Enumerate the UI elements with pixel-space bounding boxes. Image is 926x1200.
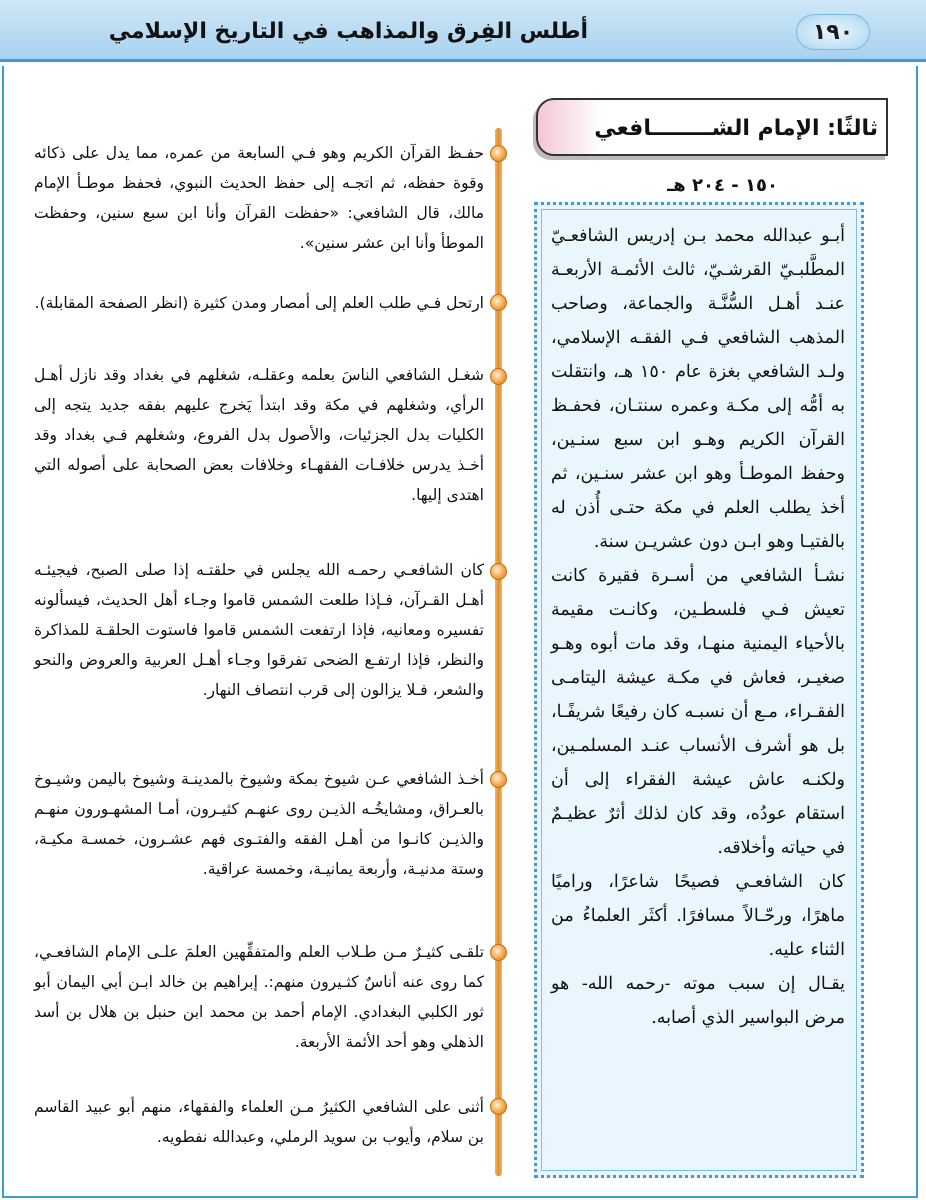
timeline-paragraph: تلقـى كثيـرٌ مـن طـلاب العلم والمتفقِّهين العلمَ علـى الإمام الشافعـي، كما روى عنه أناسٌ كثـيرون منهم:. إبراهيم بن خالد ابـن أبي اليمان أبو ثور الكلبي البغدادي. الإمام أحمد بن محمد ابن حنبل بن هلال بن أسد الذهلي وهو أحد الأئمة الأربعة. [34,943,484,1051]
bio-paragraph: كان الشافعـي فصيحًا شاعرًا، وراميًا ماهرًا، ورحّـالاً مسافرًا. أكثَر العلماءُ من الثناء عليه. [551,872,845,960]
timeline-paragraph: ارتحل فـي طلب العلم إلى أمصار ومدن كثيرة (انظر الصفحة المقابلة). [34,294,484,312]
timeline-line [495,128,502,1176]
timeline-dot-icon [490,944,507,961]
bio-paragraph: يقـال إن سبب موته -رحمه الله- هو مرض البواسير الذي أصابه. [551,974,845,1028]
bio-paragraph: أبـو عبدالله محمد بـن إدريس الشافعـيّ المطَّلبـيّ القرشـيّ، ثالث الأئمـة الأربعـة عنـد أهـل السُّنَّـة والجماعة، وصاحب المذهب الشافعي فـي الفقـه الإسلامي، ولـد الشافعي بغزة عام ١٥٠ هـ، وانتقلت به أمُّه إلى مكـة وعمره سنتـان، فحفـظ القرآن الكريم وهـو ابن سبع سنـين، وحفظ الموطـأ وهو ابن عشر سنـين، ثم أخذ يطلب العلم في مكة حتـى أُذن له بالفتيـا وهو ابـن دون عشريـن سنة. [551,226,845,552]
timeline-paragraph: كان الشافعـي رحمـه الله يجلس في حلقتـه إذا صلى الصبح، فيجيئـه أهـل القـرآن، فـإذا طلعت الشمس قاموا وجـاء أهل الحديث، فيسألونه تفسيره ومعانيه، فإذا ارتفعت الشمس قاموا فاستوت الحلقـة للمذاكرة والنظر، فإذا ارتفـع الضحى تفرقوا وجـاء أهـل العربية والعروض والنحو والشعر، فـلا يزالون إلى قرب انتصاف النهار. [34,561,484,699]
timeline-dot-icon [490,563,507,580]
bio-paragraph: نشـأ الشافعي من أسـرة فقيرة كانت تعيش فـي فلسطـين، وكانـت مقيمة بالأحياء اليمنية منهـا، وقد مات أبوه وهـو صغيـر، فعاش في مكـة عيشة اليتامـى الفقـراء، مـع أن نسبـه كان رفيعًا شريفًـا، بل هو أشرف الأنساب عنـد المسلمـين، ولكنـه عاش عيشة الفقراء إلى أن استقام عودُه، وقد كان لذلك أثرٌ عظيـمٌ في حياته وأخلاقه. [551,566,845,858]
timeline-paragraph: حفـظ القرآن الكريم وهو فـي السابعة من عمره، مما يدل على ذكائه وقوة حفظه، ثم اتجـه إلى حفظ الحديث النبوي، فحفظ موطـأ الإمام مالك، قال الشافعي: «حفظت القرآن وأنا ابن سبع سنين، وحفظت الموطأ وأنا ابن عشر سنين». [34,144,484,252]
timeline-dot-icon [490,771,507,788]
page-header [0,0,926,62]
section-title: ثالثًا: الإمام الشــــــــافعي [594,115,878,141]
biography-box [534,202,864,1178]
timeline-dot-icon [490,145,507,162]
section-dates: ١٥٠ - ٢٠٤ هـ [667,174,778,196]
timeline-dot-icon [490,1098,507,1115]
timeline-dot-icon [490,294,507,311]
timeline-dot-icon [490,368,507,385]
timeline-paragraph: أخـذ الشافعي عـن شيوخ بمكة وشيوخ بالمدينـة وشيوخ باليمن وشيـوخ بالعـراق، ومشايخُـه الذيـن روى عنهـم كثيـرون، أمـا المشهـورون منهـم والذيـن كانـوا من أهـل الفقه والفتـوى فهم عشـرون، خمسـة مكيـة، وستة مدنيـة، وأربعة يمانيـة، وخمسة عراقية. [34,770,484,878]
page-number: ١٩٠ [796,14,870,50]
timeline-paragraph: أثنى على الشافعي الكثيرُ مـن العلماء والفقهاء، منهم أبو عبيد القاسم بن سلام، وأيوب بن سويد الرملي، وعبدالله نفطويه. [34,1098,484,1146]
timeline-paragraph: شغـل الشافعي الناسَ بعلمه وعقلـه، شغلهم في بغداد وقد نازل أهـل الرأي، وشغلهم في مكة وقد ابتدأ يَخرج عليهم بفقه جديد يتجه إلى الكليات بدل الجزئيات، والأصول بدل الفروع، وشغلهم فـي بغداد وقد أخـذ يدرس خلافـات الفقهـاء وخلافات بعض الصحابة على أصوله التي اهتدى إليها. [34,366,484,504]
book-title: أطلس الفِرق والمذاهب في التاريخ الإسلامي [108,18,588,44]
